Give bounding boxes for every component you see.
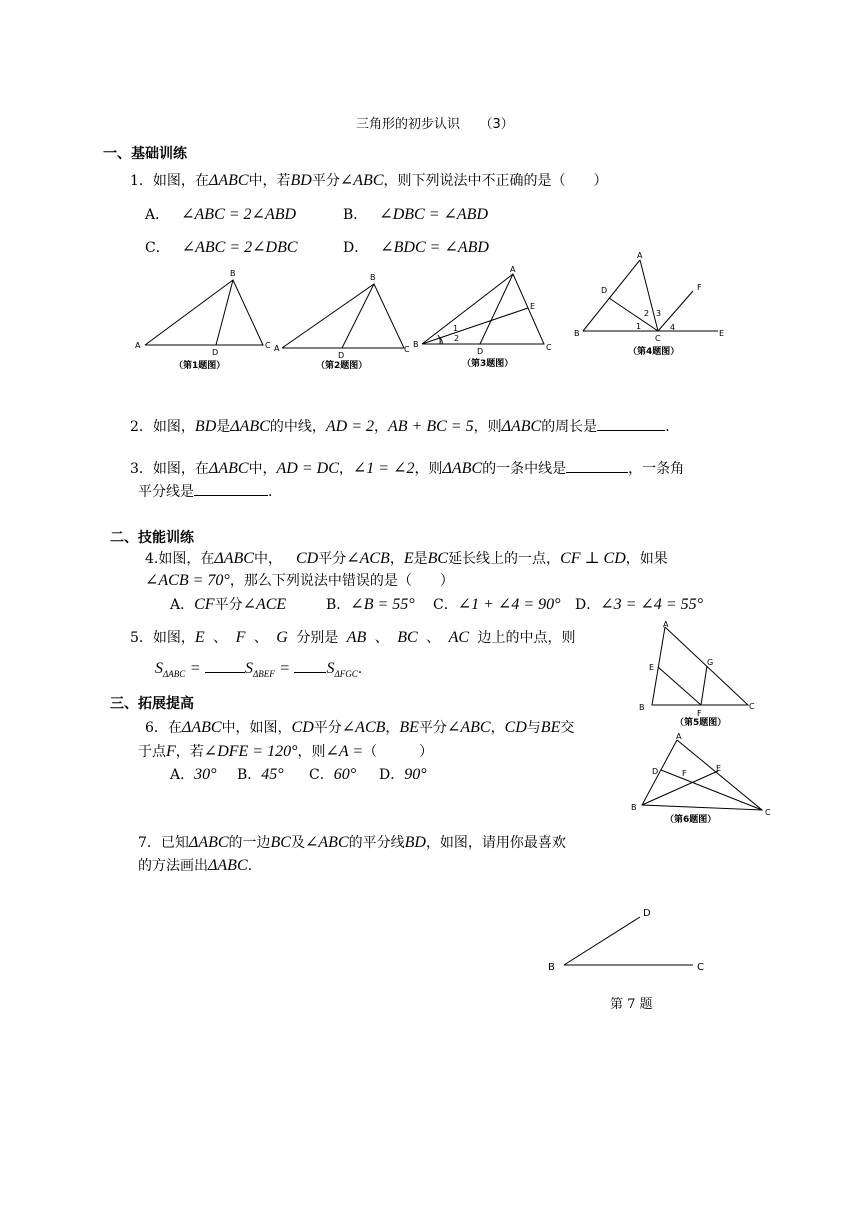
f4-label-b: B <box>574 329 580 338</box>
q1-text: 中，若 <box>248 173 291 189</box>
f3-label-b: B <box>413 340 419 349</box>
q1-text: 平分 <box>311 173 340 189</box>
q4-option-d: D．∠3 = ∠4 = 55° <box>575 596 704 613</box>
figure-7 <box>540 900 720 980</box>
question-7-line2: 的方法画出ΔABC. <box>138 857 253 874</box>
question-5-formula: $S_{\Delta ABC} = S_{\Delta BEF} = S_{\Delta FGC}$. <box>155 660 363 679</box>
f6-label-e: E <box>716 764 722 773</box>
q2-answer-blank[interactable] <box>597 430 665 431</box>
f1-caption: （第1题图） <box>174 361 226 371</box>
f7-label-c: C <box>697 962 704 973</box>
f3-angle-2: 2 <box>454 334 460 343</box>
f5-label-c: C <box>749 702 755 711</box>
f4-caption: （第4题图） <box>628 347 680 357</box>
figure-2 <box>270 268 415 375</box>
f7-caption: 第 7 题 <box>610 997 653 1012</box>
f2-caption: （第2题图） <box>316 361 368 371</box>
f1-label-c: C <box>265 341 271 350</box>
f4-label-a: A <box>637 251 643 260</box>
f2-label-c: C <box>404 345 410 354</box>
question-3: 3．如图，在ΔABC中，AD = DC，∠1 = ∠2，则ΔABC的一条中线是 ，一条角 <box>130 460 685 477</box>
f5-label-g: G <box>707 658 714 667</box>
figure-4 <box>570 248 735 363</box>
f1-label-a: A <box>135 341 141 350</box>
q3-bisector-blank[interactable] <box>194 495 268 496</box>
q5-blank-2[interactable] <box>294 672 326 673</box>
q6-option-d: D．90° <box>379 766 427 783</box>
q1-text: ，则下列说法中不正确的是（ ） <box>383 173 608 189</box>
section-heading-extend: 三、拓展提高 <box>110 696 194 712</box>
f2-label-a: A <box>274 344 280 353</box>
q4-option-a: A．CF平分∠ACE <box>170 596 287 613</box>
figure-5 <box>635 620 765 732</box>
f5-label-a: A <box>663 620 669 629</box>
f3-label-d: D <box>477 347 484 356</box>
figure-6 <box>625 730 775 828</box>
f4-angle-4: 4 <box>670 323 676 332</box>
f3-label-e: E <box>530 302 536 311</box>
q1-option-a: A． ∠ABC = 2∠ABD <box>145 206 297 223</box>
question-5: 5．如图，E 、 F 、 G 分别是 AB 、 BC 、 AC 边上的中点，则 <box>130 629 576 646</box>
question-2: 2．如图，BD是ΔABC的中线，AD = 2，AB + BC = 5，则ΔABC的周长是 . <box>130 418 670 435</box>
figure-1 <box>130 265 275 375</box>
f4-angle-3: 3 <box>656 309 662 318</box>
section-heading-basic: 一、基础训练 <box>103 146 187 162</box>
f3-label-c: C <box>546 343 552 352</box>
q1-option-b: B． ∠DBC = ∠ABD <box>343 206 489 223</box>
section-heading-skill: 二、技能训练 <box>110 530 194 546</box>
question-6-line2: 于点F，若∠DFE = 120°，则∠A =（ ） <box>138 743 434 760</box>
q6-option-a: A．30° <box>170 766 217 783</box>
f6-label-b: B <box>631 803 637 812</box>
f3-label-a: A <box>510 265 516 274</box>
q4-option-b: B．∠B = 55° <box>326 596 415 613</box>
f4-angle-1: 1 <box>636 322 642 331</box>
q5-blank-1[interactable] <box>205 672 245 673</box>
f4-angle-2: 2 <box>644 309 650 318</box>
f2-label-d: D <box>338 351 345 360</box>
f6-label-c: C <box>765 808 771 817</box>
q4-option-c: C．∠1 + ∠4 = 90° <box>433 596 561 613</box>
f6-label-d: D <box>652 767 659 776</box>
f6-caption: （第6题图） <box>665 815 717 825</box>
figure-3 <box>410 262 558 375</box>
question-4: 4.如图，在ΔABC中， CD平分∠ACB，E是BC延长线上的一点，CF ⊥ CD，如果 <box>145 550 668 567</box>
f3-caption: （第3题图） <box>462 359 514 369</box>
question-4-line2: ∠ACB = 70°，那么下列说法中错误的是（ ） <box>145 572 454 589</box>
f2-label-b: B <box>370 273 376 282</box>
q1-angle: ∠ABC <box>339 172 384 189</box>
f1-label-d: D <box>212 348 219 357</box>
f4-label-d: D <box>601 286 608 295</box>
q1-text: 1．如图，在 <box>130 173 209 189</box>
f4-label-e: E <box>719 329 725 338</box>
q1-option-d: D． ∠BDC = ∠ABD <box>343 239 489 256</box>
q1-segment: BD <box>290 172 312 189</box>
f7-label-b: B <box>548 962 555 973</box>
q1-triangle: ΔABC <box>208 172 249 189</box>
f7-label-d: D <box>643 908 651 919</box>
f1-label-b: B <box>230 269 236 278</box>
f5-label-b: B <box>639 703 645 712</box>
f4-label-c: C <box>655 334 661 343</box>
question-3-line2: 平分线是 . <box>138 484 273 500</box>
f5-caption: （第5题图） <box>675 718 727 728</box>
q6-option-b: B．45° <box>237 766 284 783</box>
f5-label-e: E <box>649 663 655 672</box>
f6-label-a: A <box>676 732 682 741</box>
question-6: 6．在ΔABC中，如图，CD平分∠ACB，BE平分∠ABC，CD与BE交 <box>145 719 575 736</box>
question-7: 7．已知ΔABC的一边BC及∠ABC的平分线BD，如图，请用你最喜欢 <box>138 834 566 851</box>
q6-option-c: C．60° <box>309 766 357 783</box>
page-title: 三角形的初步认识 （3） <box>356 117 514 132</box>
q1-option-c: C． ∠ABC = 2∠DBC <box>145 239 298 256</box>
question-1 <box>130 170 607 190</box>
q3-median-blank[interactable] <box>566 472 628 473</box>
f3-angle-1: 1 <box>453 324 459 333</box>
f5-label-f: F <box>697 709 702 718</box>
f6-label-f: F <box>682 769 687 778</box>
f4-label-f: F <box>697 283 702 292</box>
